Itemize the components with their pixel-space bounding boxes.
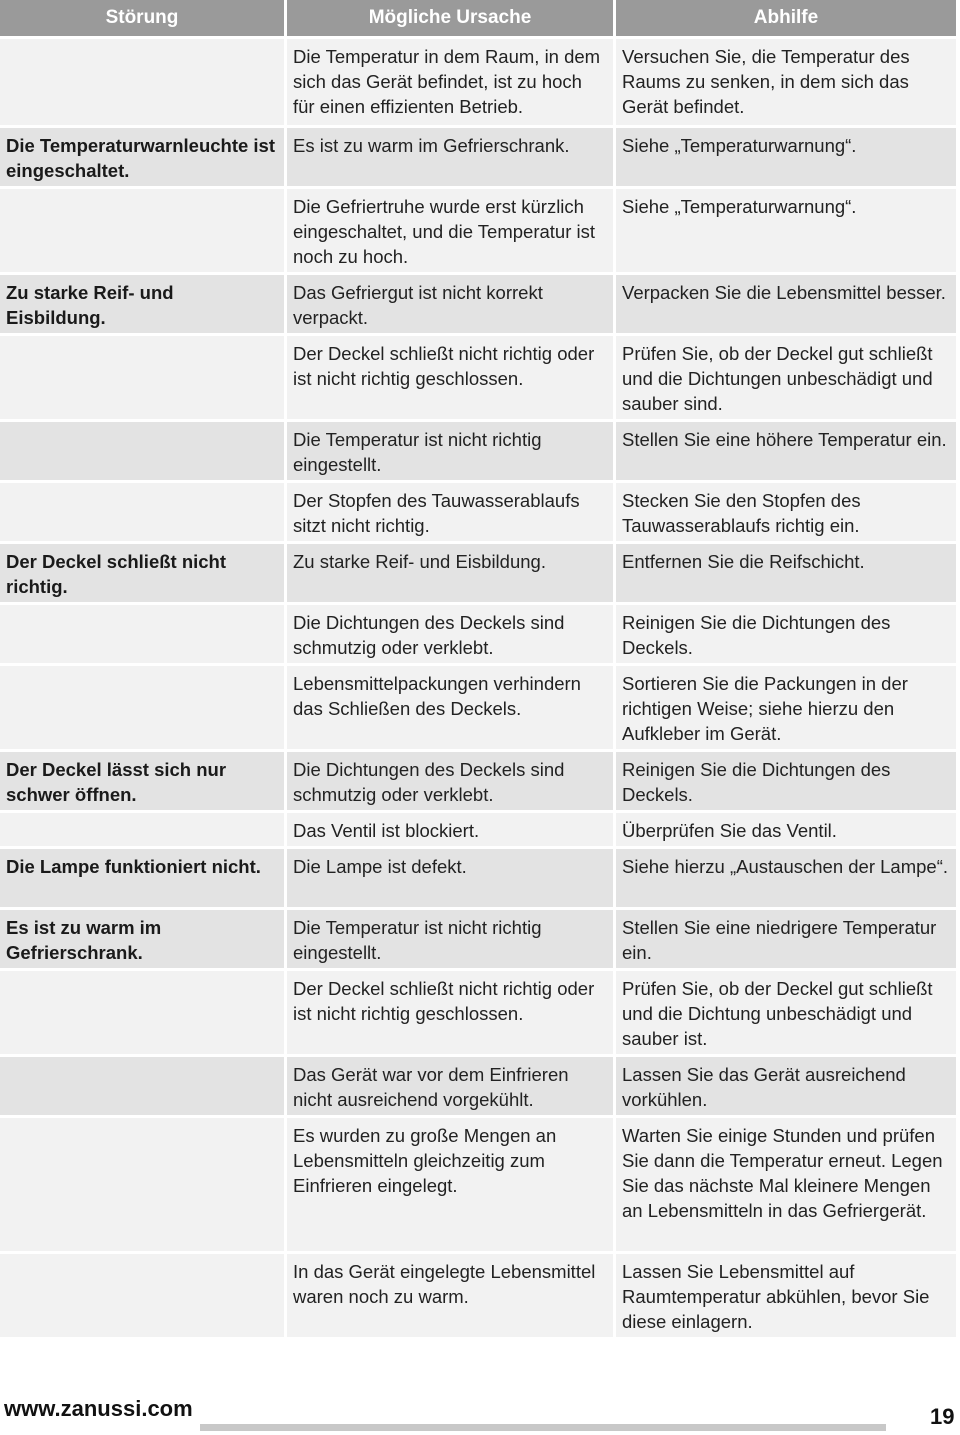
table-row — [0, 422, 958, 480]
remedy-cell: Sortieren Sie die Packungen in der richtigen Weise; siehe hierzu den Aufkleber im Gerät. — [616, 666, 956, 749]
header-remedy: Abhilfe — [616, 0, 956, 36]
header-cause: Mögliche Ursache — [287, 0, 613, 36]
cause-cell: Die Dichtungen des Deckels sind schmutzig oder verklebt. — [287, 605, 613, 663]
cause-cell: Der Stopfen des Tauwasserablaufs sitzt nicht richtig. — [287, 483, 613, 541]
table-row — [0, 189, 958, 272]
remedy-cell: Siehe „Temperaturwarnung“. — [616, 128, 956, 186]
fault-cell: Der Deckel schließt nicht richtig. — [0, 544, 284, 602]
remedy-cell: Reinigen Sie die Dichtungen des Deckels. — [616, 752, 956, 810]
fault-cell — [0, 813, 284, 846]
remedy-cell: Reinigen Sie die Dichtungen des Deckels. — [616, 605, 956, 663]
fault-cell: Der Deckel lässt sich nur schwer öffnen. — [0, 752, 284, 810]
fault-cell — [0, 483, 284, 541]
table-row — [0, 39, 958, 125]
cause-cell: Es ist zu warm im Gefrierschrank. — [287, 128, 613, 186]
cause-cell: Der Deckel schließt nicht richtig oder ist nicht richtig geschlossen. — [287, 336, 613, 419]
table-row — [0, 1057, 958, 1115]
fault-cell — [0, 336, 284, 419]
cause-cell: Die Lampe ist defekt. — [287, 849, 613, 907]
remedy-cell: Lassen Sie das Gerät ausreichend vorkühlen. — [616, 1057, 956, 1115]
cause-cell: In das Gerät eingelegte Lebensmittel waren noch zu warm. — [287, 1254, 613, 1337]
fault-cell: Es ist zu warm im Gefrierschrank. — [0, 910, 284, 968]
cause-cell: Die Gefriertruhe wurde erst kürzlich eingeschaltet, und die Temperatur ist noch zu hoch. — [287, 189, 613, 272]
fault-cell — [0, 1254, 284, 1337]
table-row — [0, 544, 958, 602]
table-row — [0, 666, 958, 749]
table-row — [0, 752, 958, 810]
remedy-cell: Entfernen Sie die Reifschicht. — [616, 544, 956, 602]
header-fault: Störung — [0, 0, 284, 36]
footer-website-link[interactable]: www.zanussi.com — [4, 1396, 193, 1421]
table-row — [0, 1254, 958, 1337]
cause-cell: Lebensmittelpackungen verhindern das Schließen des Deckels. — [287, 666, 613, 749]
fault-cell: Zu starke Reif- und Eisbildung. — [0, 275, 284, 333]
table-row — [0, 1118, 958, 1251]
cause-cell: Das Gefriergut ist nicht korrekt verpackt. — [287, 275, 613, 333]
remedy-cell: Überprüfen Sie das Ventil. — [616, 813, 956, 846]
fault-cell — [0, 605, 284, 663]
cause-cell: Die Dichtungen des Deckels sind schmutzig oder verklebt. — [287, 752, 613, 810]
table-row — [0, 336, 958, 419]
fault-cell — [0, 189, 284, 272]
remedy-cell: Versuchen Sie, die Temperatur des Raums zu senken, in dem sich das Gerät befindet. — [616, 39, 956, 125]
cause-cell: Zu starke Reif- und Eisbildung. — [287, 544, 613, 602]
table-header — [0, 0, 958, 36]
remedy-cell: Stellen Sie eine höhere Temperatur ein. — [616, 422, 956, 480]
cause-cell: Das Gerät war vor dem Einfrieren nicht ausreichend vorgekühlt. — [287, 1057, 613, 1115]
cause-cell: Die Temperatur in dem Raum, in dem sich das Gerät befindet, ist zu hoch für einen effizienten Betrieb. — [287, 39, 613, 125]
table-row — [0, 605, 958, 663]
footer-divider — [200, 1424, 886, 1431]
table-row — [0, 910, 958, 968]
remedy-cell: Stecken Sie den Stopfen des Tauwasserablaufs richtig ein. — [616, 483, 956, 541]
table-row — [0, 849, 958, 907]
remedy-cell: Stellen Sie eine niedrigere Temperatur ein. — [616, 910, 956, 968]
cause-cell: Es wurden zu große Mengen an Lebensmitteln gleichzeitig zum Einfrieren eingelegt. — [287, 1118, 613, 1251]
remedy-cell: Siehe hierzu „Austauschen der Lampe“. — [616, 849, 956, 907]
table-row — [0, 483, 958, 541]
page-number: 19 — [930, 1404, 955, 1429]
fault-cell — [0, 1118, 284, 1251]
fault-cell — [0, 971, 284, 1054]
fault-cell: Die Lampe funktioniert nicht. — [0, 849, 284, 907]
remedy-cell: Prüfen Sie, ob der Deckel gut schließt und die Dichtungen unbeschädigt und sauber sind. — [616, 336, 956, 419]
cause-cell: Der Deckel schließt nicht richtig oder ist nicht richtig geschlossen. — [287, 971, 613, 1054]
cause-cell: Die Temperatur ist nicht richtig eingestellt. — [287, 422, 613, 480]
fault-cell — [0, 1057, 284, 1115]
remedy-cell: Warten Sie einige Stunden und prüfen Sie dann die Temperatur erneut. Legen Sie das nächste Mal kleinere Mengen an Lebensmitteln in das Gefriergerät. — [616, 1118, 956, 1251]
remedy-cell: Verpacken Sie die Lebensmittel besser. — [616, 275, 956, 333]
table-row — [0, 128, 958, 186]
cause-cell: Die Temperatur ist nicht richtig eingestellt. — [287, 910, 613, 968]
remedy-cell: Prüfen Sie, ob der Deckel gut schließt und die Dichtung unbeschädigt und sauber ist. — [616, 971, 956, 1054]
remedy-cell: Siehe „Temperaturwarnung“. — [616, 189, 956, 272]
fault-cell — [0, 39, 284, 125]
table-row — [0, 971, 958, 1054]
fault-cell — [0, 422, 284, 480]
fault-cell: Die Temperaturwarnleuchte ist eingeschaltet. — [0, 128, 284, 186]
table-row — [0, 813, 958, 846]
remedy-cell: Lassen Sie Lebensmittel auf Raumtemperatur abkühlen, bevor Sie diese einlagern. — [616, 1254, 956, 1337]
cause-cell: Das Ventil ist blockiert. — [287, 813, 613, 846]
table-row — [0, 275, 958, 333]
fault-cell — [0, 666, 284, 749]
